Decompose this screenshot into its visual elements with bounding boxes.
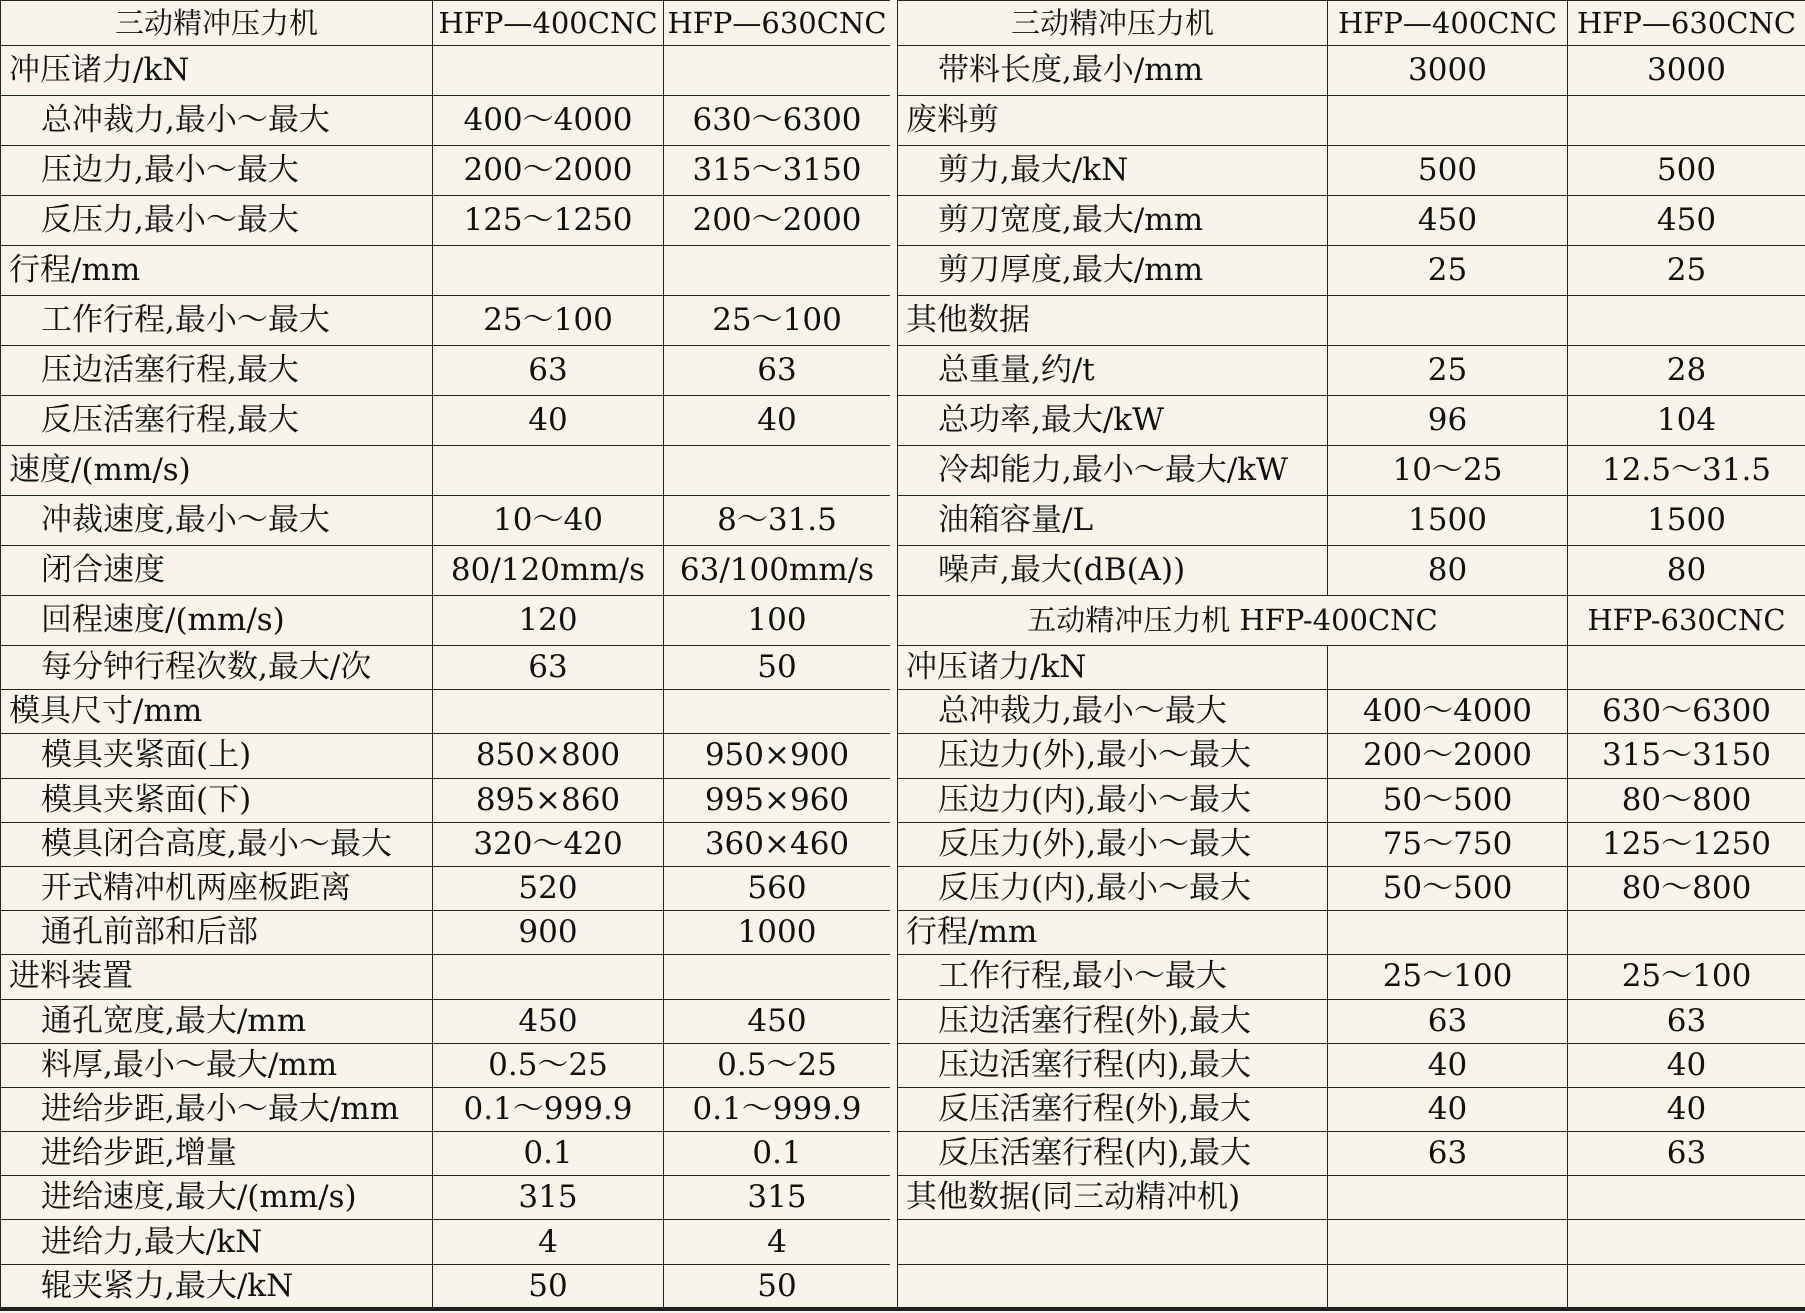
value-cell: 63	[433, 346, 664, 396]
row-label: 剪刀厚度,最大/mm	[898, 246, 1328, 296]
value-cell	[1568, 1220, 1805, 1264]
header-cell: 三动精冲压力机	[1, 1, 433, 46]
header-cell: HFP—400CNC	[433, 1, 664, 46]
row-label: 压边力,最小～最大	[1, 146, 433, 196]
value-cell: 850×800	[433, 734, 664, 778]
table-row	[898, 690, 1805, 734]
table-row	[898, 396, 1805, 446]
row-label: 压边活塞行程,最大	[1, 346, 433, 396]
value-cell: 63	[1328, 999, 1568, 1043]
table-row	[1, 296, 891, 346]
value-cell: 450	[1328, 196, 1568, 246]
table-row	[1, 346, 891, 396]
value-cell: 75～750	[1328, 822, 1568, 866]
section-label	[898, 1264, 1328, 1308]
value-cell: 50	[664, 1264, 891, 1308]
table-row	[898, 1132, 1805, 1176]
value-cell: 560	[664, 866, 891, 910]
table-row	[898, 196, 1805, 246]
table-row	[1, 1087, 891, 1131]
value-cell: 25	[1568, 246, 1805, 296]
table-row	[1, 646, 891, 690]
value-cell: 104	[1568, 396, 1805, 446]
row-label: 辊夹紧力,最大/kN	[1, 1264, 433, 1308]
right-spec-table	[897, 0, 1805, 1309]
section-label: 进料装置	[1, 955, 433, 999]
value-cell: 500	[1328, 146, 1568, 196]
table-row	[1, 1, 891, 46]
header-cell: 三动精冲压力机	[898, 1, 1328, 46]
section-label: 冲压诸力/kN	[898, 646, 1328, 690]
table-row	[1, 496, 891, 546]
value-cell: 520	[433, 866, 664, 910]
table-row	[1, 911, 891, 955]
row-label: 压边活塞行程(外),最大	[898, 999, 1328, 1043]
row-label: 反压力(外),最小～最大	[898, 822, 1328, 866]
value-cell: 315	[433, 1176, 664, 1220]
value-cell: 450	[433, 999, 664, 1043]
row-label: 模具夹紧面(上)	[1, 734, 433, 778]
value-cell: 40	[1568, 1043, 1805, 1087]
value-cell: 315～3150	[1568, 734, 1805, 778]
value-cell: 0.5～25	[664, 1043, 891, 1087]
value-cell: 8～31.5	[664, 496, 891, 546]
row-label: 反压活塞行程(外),最大	[898, 1087, 1328, 1131]
table-row	[898, 246, 1805, 296]
table-row	[898, 734, 1805, 778]
value-cell: 40	[1568, 1087, 1805, 1131]
value-cell	[1328, 1264, 1568, 1308]
value-cell: 63	[433, 646, 664, 690]
value-cell: 900	[433, 911, 664, 955]
value-cell	[1328, 1176, 1568, 1220]
table-row	[1, 146, 891, 196]
bottom-rule	[0, 1307, 1805, 1311]
table-row	[898, 46, 1805, 96]
row-label: 进给步距,最小～最大/mm	[1, 1087, 433, 1131]
value-cell: 10～25	[1328, 446, 1568, 496]
subheader-cell: 五动精冲压力机 HFP-400CNC	[898, 596, 1568, 646]
value-cell: 10～40	[433, 496, 664, 546]
value-cell: 3000	[1568, 46, 1805, 96]
left-spec-table	[0, 0, 891, 1309]
table-row	[1, 1220, 891, 1264]
row-label: 通孔宽度,最大/mm	[1, 999, 433, 1043]
table-row	[1, 999, 891, 1043]
row-label: 工作行程,最小～最大	[1, 296, 433, 346]
table-row	[898, 1, 1805, 46]
table-row	[1, 96, 891, 146]
section-label: 冲压诸力/kN	[1, 46, 433, 96]
value-cell	[433, 46, 664, 96]
value-cell: 630～6300	[664, 96, 891, 146]
row-label: 模具夹紧面(下)	[1, 778, 433, 822]
row-label: 总功率,最大/kW	[898, 396, 1328, 446]
table-row	[1, 1264, 891, 1308]
row-label: 压边力(内),最小～最大	[898, 778, 1328, 822]
table-row	[1, 1043, 891, 1087]
value-cell: 200～2000	[664, 196, 891, 246]
table-row	[898, 446, 1805, 496]
value-cell: 320～420	[433, 822, 664, 866]
table-row	[1, 955, 891, 999]
table-row	[1, 1176, 891, 1220]
value-cell: 80/120mm/s	[433, 546, 664, 596]
value-cell: 100	[664, 596, 891, 646]
value-cell: 80～800	[1568, 866, 1805, 910]
row-label: 冲裁速度,最小～最大	[1, 496, 433, 546]
value-cell: 50	[433, 1264, 664, 1308]
row-label: 反压活塞行程,最大	[1, 396, 433, 446]
row-label: 进给步距,增量	[1, 1132, 433, 1176]
value-cell	[1568, 911, 1805, 955]
value-cell	[1568, 296, 1805, 346]
value-cell: 200～2000	[433, 146, 664, 196]
value-cell: 25～100	[664, 296, 891, 346]
row-label: 油箱容量/L	[898, 496, 1328, 546]
header-cell: HFP—400CNC	[1328, 1, 1568, 46]
value-cell	[1328, 911, 1568, 955]
value-cell	[433, 446, 664, 496]
value-cell: 4	[433, 1220, 664, 1264]
value-cell: 315	[664, 1176, 891, 1220]
row-label: 进给力,最大/kN	[1, 1220, 433, 1264]
table-row	[898, 146, 1805, 196]
row-label: 压边力(外),最小～最大	[898, 734, 1328, 778]
value-cell: 450	[1568, 196, 1805, 246]
table-row	[1, 778, 891, 822]
value-cell: 50～500	[1328, 866, 1568, 910]
row-label: 总冲裁力,最小～最大	[1, 96, 433, 146]
table-row	[1, 196, 891, 246]
value-cell: 12.5～31.5	[1568, 446, 1805, 496]
value-cell: 0.5～25	[433, 1043, 664, 1087]
value-cell: 630～6300	[1568, 690, 1805, 734]
value-cell: 80～800	[1568, 778, 1805, 822]
value-cell: 200～2000	[1328, 734, 1568, 778]
table-row	[898, 346, 1805, 396]
row-label: 闭合速度	[1, 546, 433, 596]
section-label: 废料剪	[898, 96, 1328, 146]
value-cell: 0.1～999.9	[664, 1087, 891, 1131]
row-label: 进给速度,最大/(mm/s)	[1, 1176, 433, 1220]
value-cell	[433, 246, 664, 296]
table-row	[898, 1087, 1805, 1131]
table-row	[898, 955, 1805, 999]
table-row	[1, 690, 891, 734]
row-label: 剪刀宽度,最大/mm	[898, 196, 1328, 246]
value-cell: 315～3150	[664, 146, 891, 196]
value-cell: 125～1250	[1568, 822, 1805, 866]
value-cell	[1568, 1176, 1805, 1220]
value-cell	[1328, 296, 1568, 346]
value-cell: 25	[1328, 246, 1568, 296]
value-cell: 500	[1568, 146, 1805, 196]
value-cell: 63	[1568, 999, 1805, 1043]
value-cell: 0.1	[664, 1132, 891, 1176]
value-cell	[1328, 96, 1568, 146]
value-cell	[433, 955, 664, 999]
row-label: 带料长度,最小/mm	[898, 46, 1328, 96]
value-cell	[664, 690, 891, 734]
value-cell	[664, 246, 891, 296]
value-cell: 40	[664, 396, 891, 446]
value-cell: 1000	[664, 911, 891, 955]
section-label: 速度/(mm/s)	[1, 446, 433, 496]
value-cell: 40	[1328, 1087, 1568, 1131]
value-cell: 450	[664, 999, 891, 1043]
value-cell: 63	[1568, 1132, 1805, 1176]
value-cell: 25～100	[1328, 955, 1568, 999]
section-label: 其他数据	[898, 296, 1328, 346]
value-cell: 1500	[1328, 496, 1568, 546]
value-cell: 50～500	[1328, 778, 1568, 822]
row-label: 每分钟行程次数,最大/次	[1, 646, 433, 690]
value-cell	[1568, 96, 1805, 146]
table-row	[898, 911, 1805, 955]
value-cell: 28	[1568, 346, 1805, 396]
section-label: 行程/mm	[1, 246, 433, 296]
value-cell: 40	[1328, 1043, 1568, 1087]
value-cell	[664, 446, 891, 496]
table-row	[898, 822, 1805, 866]
row-label: 料厚,最小～最大/mm	[1, 1043, 433, 1087]
value-cell: 63	[1328, 1132, 1568, 1176]
row-label: 模具闭合高度,最小～最大	[1, 822, 433, 866]
column-divider	[890, 0, 897, 1313]
value-cell: 63/100mm/s	[664, 546, 891, 596]
row-label: 剪力,最大/kN	[898, 146, 1328, 196]
table-row	[1, 546, 891, 596]
value-cell: 895×860	[433, 778, 664, 822]
table-row	[898, 596, 1805, 646]
section-label: 行程/mm	[898, 911, 1328, 955]
table-row	[898, 96, 1805, 146]
section-label	[898, 1220, 1328, 1264]
value-cell	[1328, 1220, 1568, 1264]
value-cell: 400～4000	[1328, 690, 1568, 734]
value-cell	[1328, 646, 1568, 690]
table-row	[898, 646, 1805, 690]
value-cell: 1500	[1568, 496, 1805, 546]
header-cell: HFP—630CNC	[1568, 1, 1805, 46]
section-label: 模具尺寸/mm	[1, 690, 433, 734]
value-cell	[433, 690, 664, 734]
table-row	[898, 1264, 1805, 1308]
value-cell: 96	[1328, 396, 1568, 446]
value-cell: 120	[433, 596, 664, 646]
table-row	[898, 1043, 1805, 1087]
row-label: 开式精冲机两座板距离	[1, 866, 433, 910]
section-label: 其他数据(同三动精冲机)	[898, 1176, 1328, 1220]
row-label: 回程速度/(mm/s)	[1, 596, 433, 646]
value-cell: 125～1250	[433, 196, 664, 246]
row-label: 总冲裁力,最小～最大	[898, 690, 1328, 734]
value-cell	[664, 955, 891, 999]
table-row	[1, 596, 891, 646]
value-cell: 0.1～999.9	[433, 1087, 664, 1131]
table-row	[898, 296, 1805, 346]
header-cell: HFP—630CNC	[664, 1, 891, 46]
table-row	[1, 1132, 891, 1176]
table-row	[898, 546, 1805, 596]
value-cell: 63	[664, 346, 891, 396]
table-row	[1, 396, 891, 446]
value-cell: 400～4000	[433, 96, 664, 146]
row-label: 冷却能力,最小～最大/kW	[898, 446, 1328, 496]
value-cell: 360×460	[664, 822, 891, 866]
table-row	[898, 1176, 1805, 1220]
table-row	[898, 496, 1805, 546]
value-cell: 80	[1568, 546, 1805, 596]
table-row	[1, 734, 891, 778]
value-cell: 80	[1328, 546, 1568, 596]
value-cell: 25～100	[433, 296, 664, 346]
table-row	[898, 999, 1805, 1043]
value-cell: 25	[1328, 346, 1568, 396]
table-row	[1, 46, 891, 96]
value-cell: 995×960	[664, 778, 891, 822]
row-label: 通孔前部和后部	[1, 911, 433, 955]
value-cell: 3000	[1328, 46, 1568, 96]
value-cell: 25～100	[1568, 955, 1805, 999]
table-row	[898, 866, 1805, 910]
value-cell: 40	[433, 396, 664, 446]
table-row	[1, 822, 891, 866]
value-cell	[664, 46, 891, 96]
subheader-cell: HFP-630CNC	[1568, 596, 1805, 646]
row-label: 反压力(内),最小～最大	[898, 866, 1328, 910]
table-row	[1, 866, 891, 910]
row-label: 反压力,最小～最大	[1, 196, 433, 246]
table-row	[898, 1220, 1805, 1264]
table-row	[1, 446, 891, 496]
value-cell	[1568, 646, 1805, 690]
row-label: 压边活塞行程(内),最大	[898, 1043, 1328, 1087]
row-label: 工作行程,最小～最大	[898, 955, 1328, 999]
row-label: 反压活塞行程(内),最大	[898, 1132, 1328, 1176]
value-cell: 0.1	[433, 1132, 664, 1176]
value-cell	[1568, 1264, 1805, 1308]
value-cell: 50	[664, 646, 891, 690]
table-row	[1, 246, 891, 296]
value-cell: 4	[664, 1220, 891, 1264]
row-label: 噪声,最大(dB(A))	[898, 546, 1328, 596]
table-row	[898, 778, 1805, 822]
row-label: 总重量,约/t	[898, 346, 1328, 396]
value-cell: 950×900	[664, 734, 891, 778]
